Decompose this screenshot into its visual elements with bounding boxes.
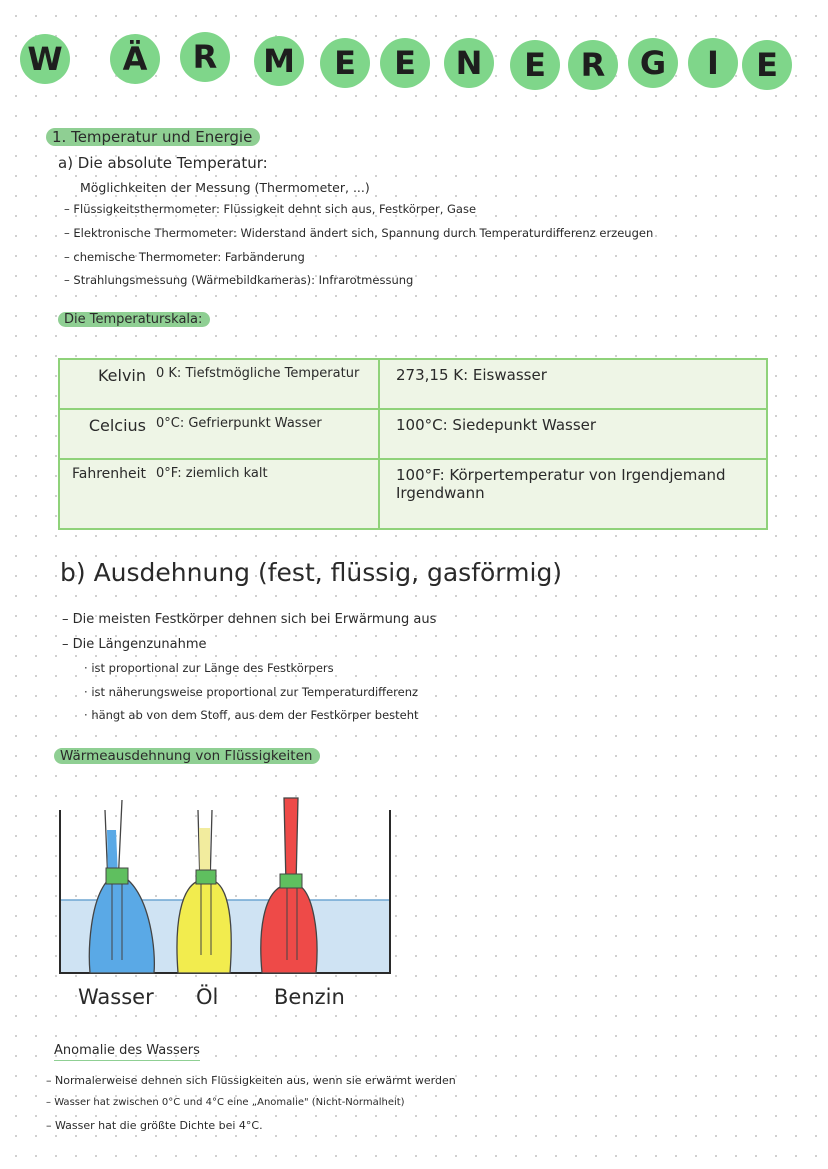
title-letter: Ä — [110, 34, 160, 84]
measurement-intro: Möglichkeiten der Messung (Thermometer, ...) — [80, 180, 370, 195]
bottle-petrol — [261, 798, 317, 973]
title-letter: N — [444, 38, 494, 88]
scale-high: 273,15 K: Eiswasser — [379, 359, 767, 409]
list-item: – Normalerweise dehnen sich Flüssigkeiten aus, wenn sie erwärmt werden — [46, 1074, 456, 1087]
scale-heading: Die Temperaturskala: — [58, 312, 210, 327]
list-item: – Die meisten Festkörper dehnen sich bei Erwärmung aus — [62, 612, 436, 627]
title-letter: R — [180, 32, 230, 82]
list-item: – Strahlungsmessung (Wärmebildkameras): Infrarotmessung — [64, 273, 413, 287]
list-item: – Wasser hat die größte Dichte bei 4°C. — [46, 1119, 263, 1132]
label-oil: Öl — [196, 985, 219, 1009]
title-letter: E — [742, 40, 792, 90]
bottle-oil — [177, 810, 231, 973]
title-letter: E — [320, 38, 370, 88]
list-item: – Wasser hat zwischen 0°C und 4°C eine „Anomalie" (Nicht-Normalheit) — [46, 1097, 405, 1108]
bottle-cap — [280, 874, 302, 888]
scale-unit: Celcius — [59, 409, 150, 459]
anomaly-heading: Anomalie des Wassers — [54, 1043, 200, 1061]
title-letter: I — [688, 38, 738, 88]
liquids-heading: Wärmeausdehnung von Flüssigkeiten — [54, 748, 320, 764]
list-item: – Elektronische Thermometer: Widerstand ändert sich, Spannung durch Temperaturdifferenz erzeugen — [64, 226, 653, 240]
section-b-heading: b) Ausdehnung (fest, flüssig, gasförmig) — [60, 558, 563, 587]
temperature-scale-table — [58, 358, 768, 530]
tube-liquid — [284, 798, 298, 885]
label-water: Wasser — [78, 985, 154, 1009]
title-letter: R — [568, 40, 618, 90]
scale-high: 100°C: Siedepunkt Wasser — [379, 409, 767, 459]
table-row — [59, 459, 767, 529]
sub-heading-a: a) Die absolute Temperatur: — [58, 154, 268, 172]
bullet-item: · hängt ab von dem Stoff, aus dem der Festkörper besteht — [84, 708, 419, 722]
list-item: – Flüssigkeitsthermometer: Flüssigkeit dehnt sich aus, Festkörper, Gase — [64, 202, 476, 216]
scale-low: 0°F: ziemlich kalt — [150, 459, 379, 529]
liquid-expansion-drawing — [50, 790, 400, 990]
bullet-item: · ist proportional zur Länge des Festkörpers — [84, 661, 334, 675]
title-letter: G — [628, 38, 678, 88]
table-row — [59, 359, 767, 409]
bottle-cap — [106, 868, 128, 884]
list-item: – Die Längenzunahme — [62, 637, 207, 652]
scale-unit: Fahrenheit — [59, 459, 150, 529]
scale-unit: Kelvin — [59, 359, 150, 409]
bottle-water — [89, 800, 154, 973]
bottle-cap — [196, 870, 216, 884]
table-row — [59, 409, 767, 459]
title-letter: M — [254, 36, 304, 86]
scale-low: 0°C: Gefrierpunkt Wasser — [150, 409, 379, 459]
scale-high: 100°F: Körpertemperatur von Irgendjemand Irgendwann — [379, 459, 767, 529]
section-heading: 1. Temperatur und Energie — [46, 128, 260, 146]
bullet-item: · ist näherungsweise proportional zur Temperaturdifferenz — [84, 685, 419, 699]
title-letter: E — [380, 38, 430, 88]
scale-low: 0 K: Tiefstmögliche Temperatur — [150, 359, 379, 409]
section-temperature — [46, 128, 260, 146]
title-letter: E — [510, 40, 560, 90]
bottle-body — [177, 882, 231, 973]
list-item: – chemische Thermometer: Farbänderung — [64, 250, 305, 264]
title-letter: W — [20, 34, 70, 84]
title-row — [20, 28, 810, 90]
label-petrol: Benzin — [274, 985, 345, 1009]
bottle-body — [261, 886, 317, 973]
